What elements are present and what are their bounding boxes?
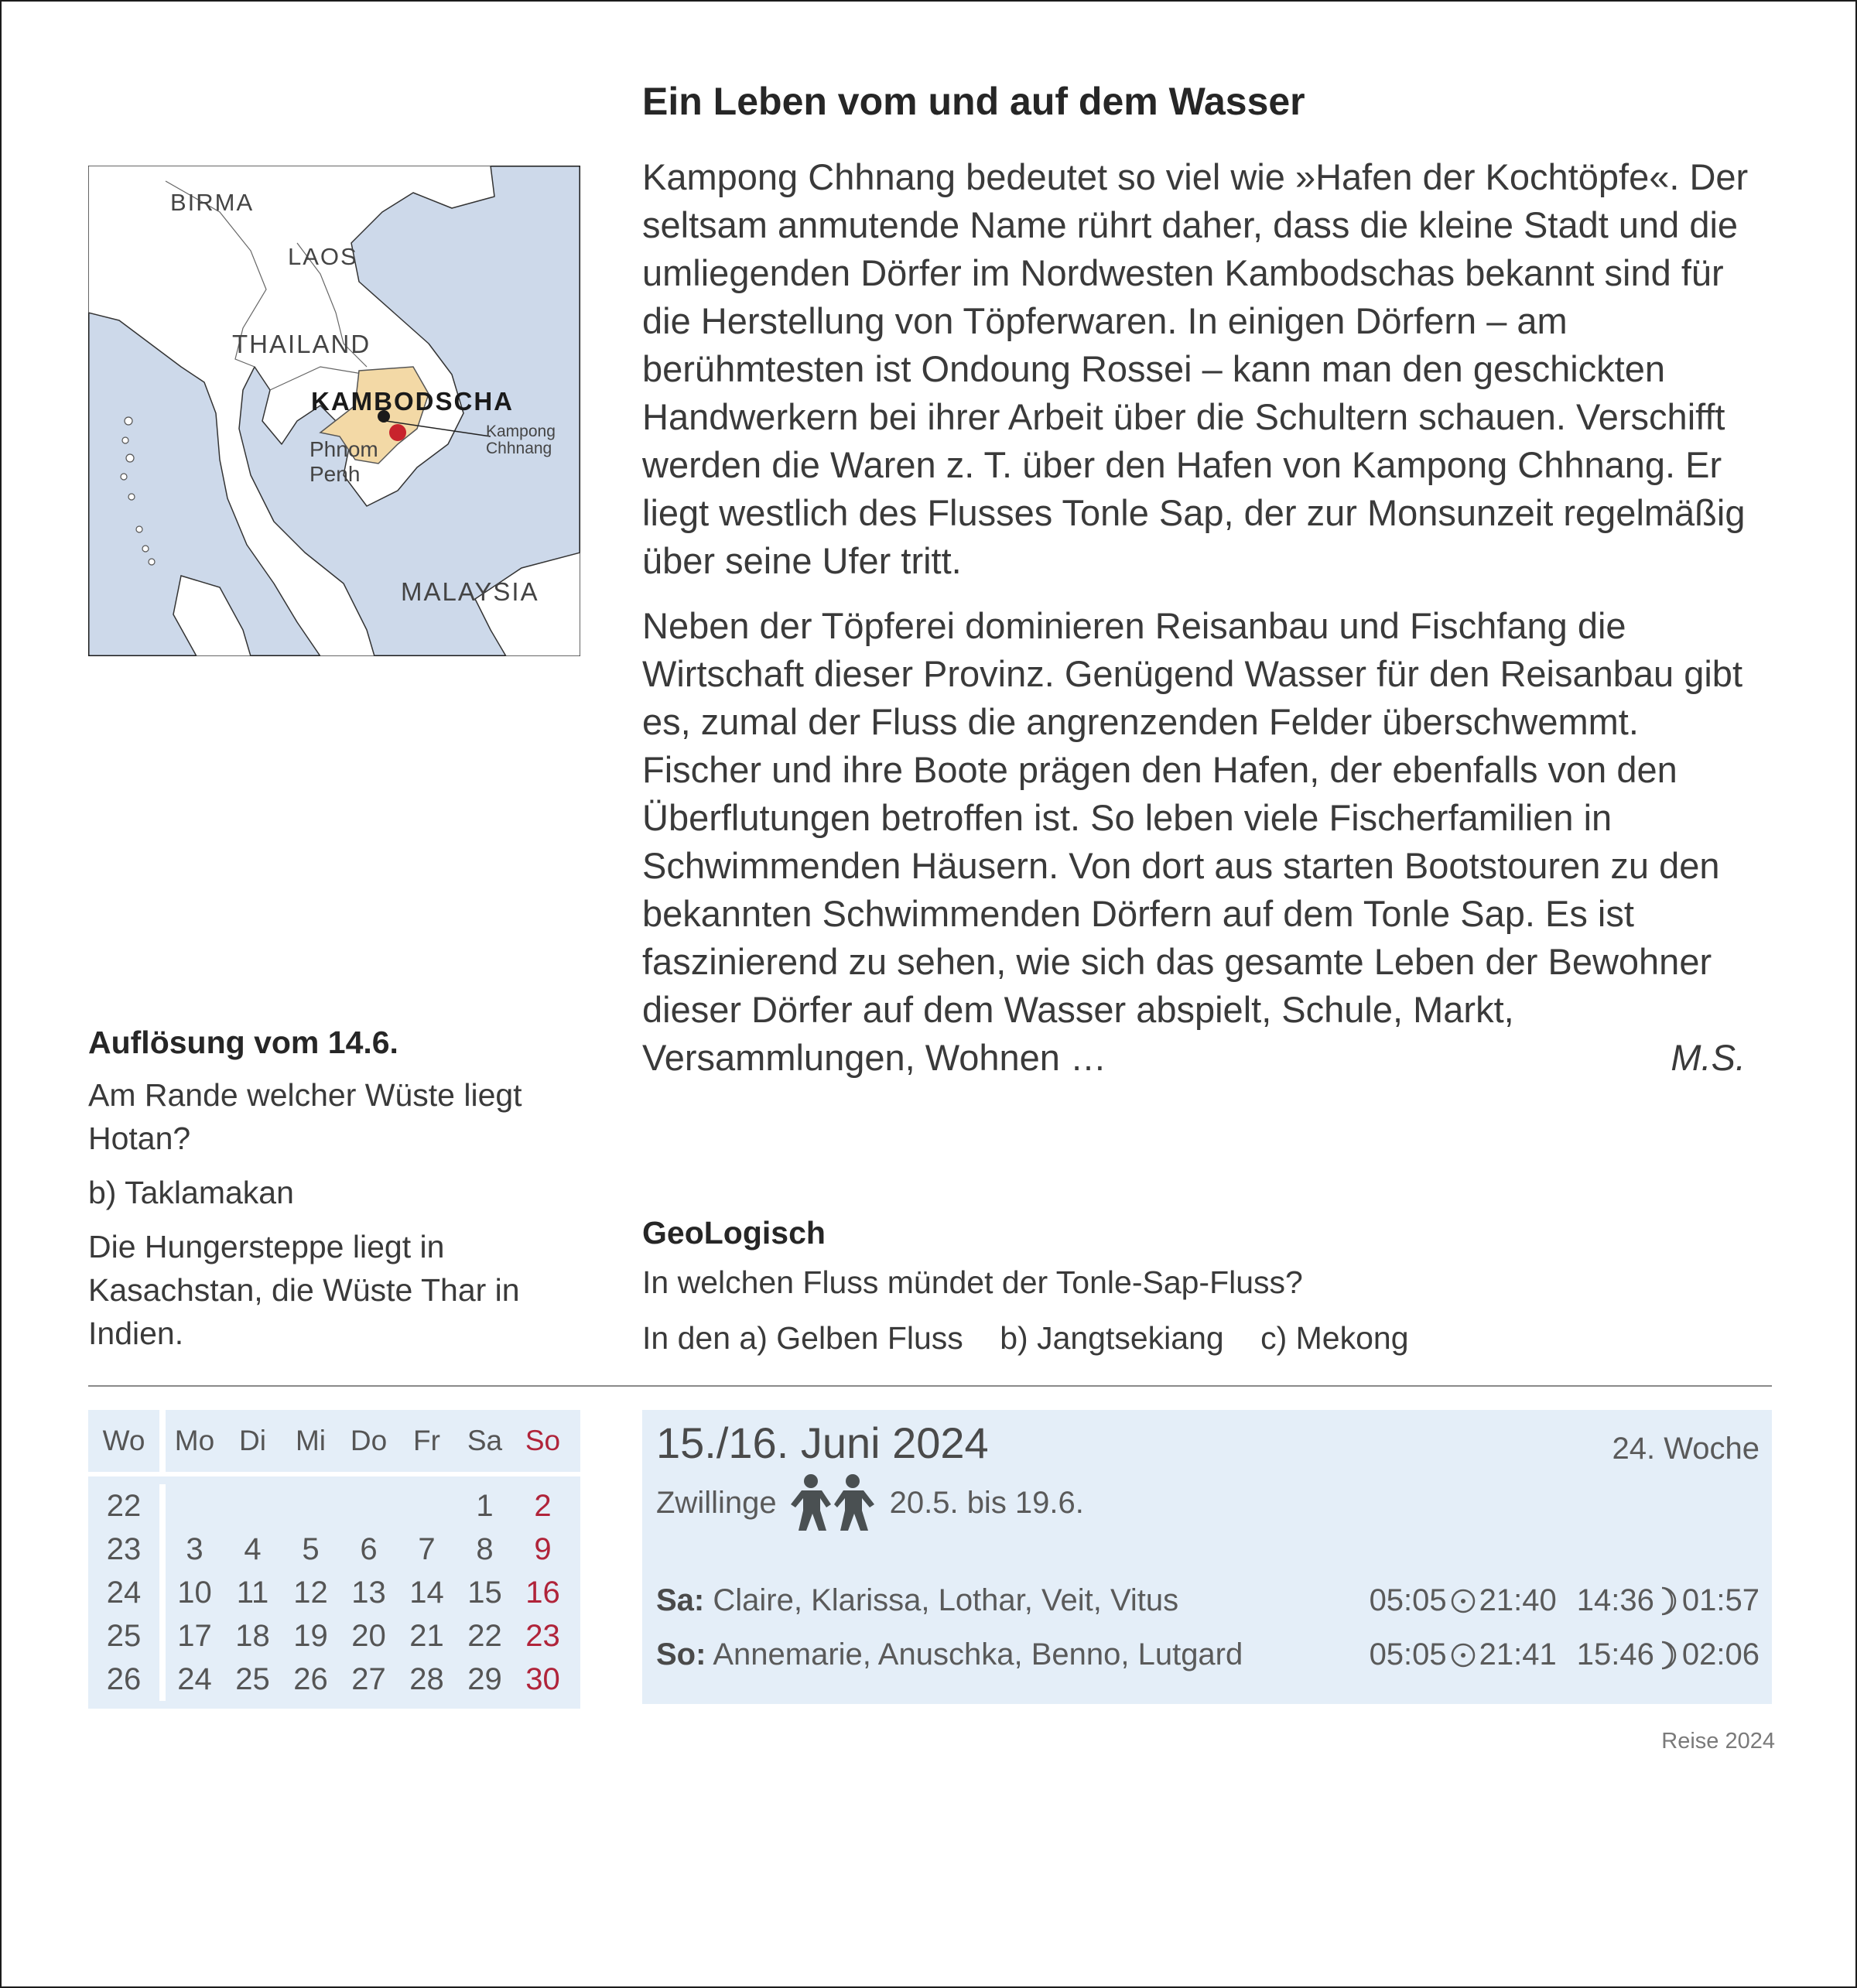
sat-sunset: 21:40 (1479, 1583, 1557, 1617)
solution-explanation: Die Hungersteppe liegt in Kasachstan, die Wüste Thar in Indien. (88, 1229, 520, 1351)
date-title: 15./16. Juni 2024 (656, 1418, 989, 1467)
calendar-day: 4 (244, 1531, 262, 1566)
calendar-day: 27 (351, 1661, 386, 1696)
geo-quiz (642, 1215, 1764, 1372)
label-kampong: Kampong (486, 423, 556, 440)
moon-icon (1657, 1641, 1679, 1670)
calendar-day: 22 (467, 1618, 502, 1653)
footer-label: Reise 2024 (1661, 1729, 1775, 1754)
sat-moonset: 01:57 (1681, 1583, 1760, 1617)
label-chhnang: Chhnang (486, 440, 552, 457)
calendar-day-sunday: 23 (525, 1618, 560, 1653)
sunday-times (1370, 1637, 1760, 1672)
label-laos: LAOS (288, 243, 358, 270)
calendar-week-row (88, 1658, 580, 1701)
day-header-mo: Mo (174, 1425, 215, 1456)
calendar-header (88, 1410, 580, 1472)
calendar-day: 13 (351, 1575, 386, 1610)
mini-calendar (88, 1410, 580, 1709)
label-kambodscha: KAMBODSCHA (311, 387, 514, 416)
sun-icon (1450, 1642, 1476, 1668)
solution-question: Am Rande welcher Wüste liegt Hotan? (88, 1077, 522, 1156)
column-separator (159, 1614, 166, 1658)
calendar-day-sunday: 30 (525, 1661, 560, 1696)
geo-option-b: b) Jangtsekiang (1000, 1320, 1224, 1356)
calendar-day: 29 (467, 1661, 502, 1696)
southeast-asia-map (88, 166, 580, 656)
date-panel (642, 1410, 1772, 1704)
sun-icon (1450, 1588, 1476, 1614)
calendar-day: 28 (409, 1661, 444, 1696)
sat-moonrise: 14:36 (1576, 1583, 1654, 1617)
sun-moonset: 02:06 (1681, 1637, 1760, 1671)
calendar-day-sunday: 2 (534, 1488, 552, 1523)
article-title: Ein Leben vom und auf dem Wasser (642, 80, 1305, 123)
geo-options (642, 1316, 1764, 1360)
solution-answer: b) Taklamakan (88, 1175, 294, 1210)
calendar-day: 12 (293, 1575, 328, 1610)
calendar-day-sunday: 16 (525, 1575, 560, 1610)
week-number: 23 (106, 1531, 142, 1566)
calendar-day: 1 (476, 1488, 494, 1523)
zodiac-row (656, 1473, 1084, 1532)
sun-sunrise: 05:05 (1369, 1637, 1447, 1671)
calendar-day-sunday: 9 (534, 1531, 552, 1566)
column-separator (159, 1658, 166, 1701)
article-body (642, 153, 1764, 1099)
day-header-so: So (525, 1425, 561, 1456)
day-header-mi: Mi (295, 1425, 327, 1456)
label-thailand: THAILAND (232, 330, 371, 358)
sunday-label: So: (656, 1637, 706, 1671)
calendar-day: 18 (235, 1618, 270, 1653)
column-separator (159, 1571, 166, 1614)
label-penh: Penh (310, 462, 361, 486)
calendar-day: 21 (409, 1618, 444, 1653)
calendar-day: 19 (293, 1618, 328, 1653)
label-malaysia: MALAYSIA (401, 577, 539, 606)
calendar-week-row (88, 1484, 580, 1528)
calendar-day: 25 (235, 1661, 270, 1696)
sunday-names: Annemarie, Anuschka, Benno, Lutgard (713, 1637, 1243, 1671)
calendar-day: 11 (236, 1575, 269, 1610)
saturday-label: Sa: (656, 1583, 705, 1617)
calendar-day: 7 (418, 1531, 436, 1566)
calendar-week-row (88, 1571, 580, 1614)
phnom-penh-dot (389, 424, 406, 441)
calendar-day: 10 (177, 1575, 212, 1610)
label-birma: BIRMA (170, 189, 255, 216)
calendar-week-row (88, 1614, 580, 1658)
calendar-day: 14 (409, 1575, 444, 1610)
week-number: 24 (106, 1575, 142, 1610)
week-number: 26 (106, 1661, 142, 1696)
day-header-fr: Fr (413, 1425, 440, 1456)
calendar-day: 17 (177, 1618, 212, 1653)
moon-icon (1657, 1586, 1679, 1616)
calendar-day: 20 (351, 1618, 386, 1653)
map-graphic (88, 166, 580, 656)
sunday-row (656, 1637, 1760, 1672)
saturday-row (656, 1583, 1760, 1618)
geo-option-c: c) Mekong (1260, 1320, 1409, 1356)
article-paragraph-2-text: Neben der Töpferei dominieren Reisanbau und Fischfang die Wirtschaft dieser Provinz. Genügend Wasser für den Reisanbau gibt es, zumal der Fluss die angrenzenden Felder überschwemmt. Fischer und ihre Boote prägen den Hafen, der ebenfalls von den Überflutungen betroffen ist. So leben viele Fischerfamilien in Schwimmenden Häusern. Von dort aus starten Bootstouren zu den bekannten Schwimmenden Dörfern auf dem Tonle Sap. Es ist faszinierend zu sehen, wie sich das gesamte Leben der Bewohner dieser Dörfer auf dem Wasser abspielt, Schule, Markt, Versammlungen, Wohnen … (642, 605, 1743, 1078)
day-header-di: Di (239, 1425, 266, 1456)
solution-heading: Auflösung vom 14.6. (88, 1025, 398, 1060)
calendar-day: 26 (293, 1661, 328, 1696)
geo-heading: GeoLogisch (642, 1215, 826, 1251)
article-author: M.S. (1671, 1037, 1746, 1078)
geo-option-a: a) Gelben Fluss (739, 1320, 963, 1356)
day-header-sa: Sa (467, 1425, 503, 1456)
divider (88, 1385, 1772, 1387)
week-column-header: Wo (102, 1425, 145, 1456)
article-paragraph-2 (642, 602, 1764, 1082)
zodiac-name: Zwillinge (656, 1485, 777, 1520)
calendar-day: 3 (186, 1531, 203, 1566)
article-paragraph-1: Kampong Chhnang bedeutet so viel wie »Hafen der Kochtöpfe«. Der seltsam anmutende Name rührt daher, dass die kleine Stadt und die umliegenden Dörfer im Nordwesten Kambodschas bekannt sind für die Herstellung von Töpferwaren. In einigen Dörfern – am berühmtesten ist Ondoung Rossei – kann man den geschickten Handwerkern bei ihrer Arbeit über die Schultern schauen. Verschifft werden die Waren z. T. über den Hafen von Kampong Chhnang. Er liegt westlich des Flusses Tonle Sap, der zur Monsunzeit regelmäßig über seine Ufer tritt. (642, 156, 1749, 581)
zodiac-range: 20.5. bis 19.6. (889, 1485, 1084, 1520)
calendar-day: 8 (476, 1531, 494, 1566)
geo-prefix: In den (642, 1320, 730, 1356)
week-number: 22 (106, 1488, 142, 1523)
calendar-body (88, 1476, 580, 1709)
label-phnom: Phnom (310, 437, 378, 461)
sun-sunset: 21:41 (1479, 1637, 1557, 1671)
sat-sunrise: 05:05 (1369, 1583, 1447, 1617)
solution-block (88, 1025, 568, 1366)
calendar-week-row (88, 1528, 580, 1571)
column-separator (159, 1484, 166, 1528)
saturday-times (1370, 1583, 1760, 1618)
column-separator (159, 1528, 166, 1571)
calendar-day: 6 (360, 1531, 378, 1566)
saturday-names: Claire, Klarissa, Lothar, Veit, Vitus (713, 1583, 1179, 1617)
day-header-do: Do (350, 1425, 388, 1456)
week-number: 25 (106, 1618, 142, 1653)
calendar-day: 15 (467, 1575, 502, 1610)
column-separator (159, 1410, 166, 1472)
sun-moonrise: 15:46 (1576, 1637, 1654, 1671)
week-label: 24. Woche (1612, 1432, 1760, 1466)
calendar-day: 24 (177, 1661, 212, 1696)
geo-question: In welchen Fluss mündet der Tonle-Sap-Fluss? (642, 1264, 1303, 1300)
gemini-icon (791, 1473, 874, 1532)
calendar-day: 5 (302, 1531, 320, 1566)
